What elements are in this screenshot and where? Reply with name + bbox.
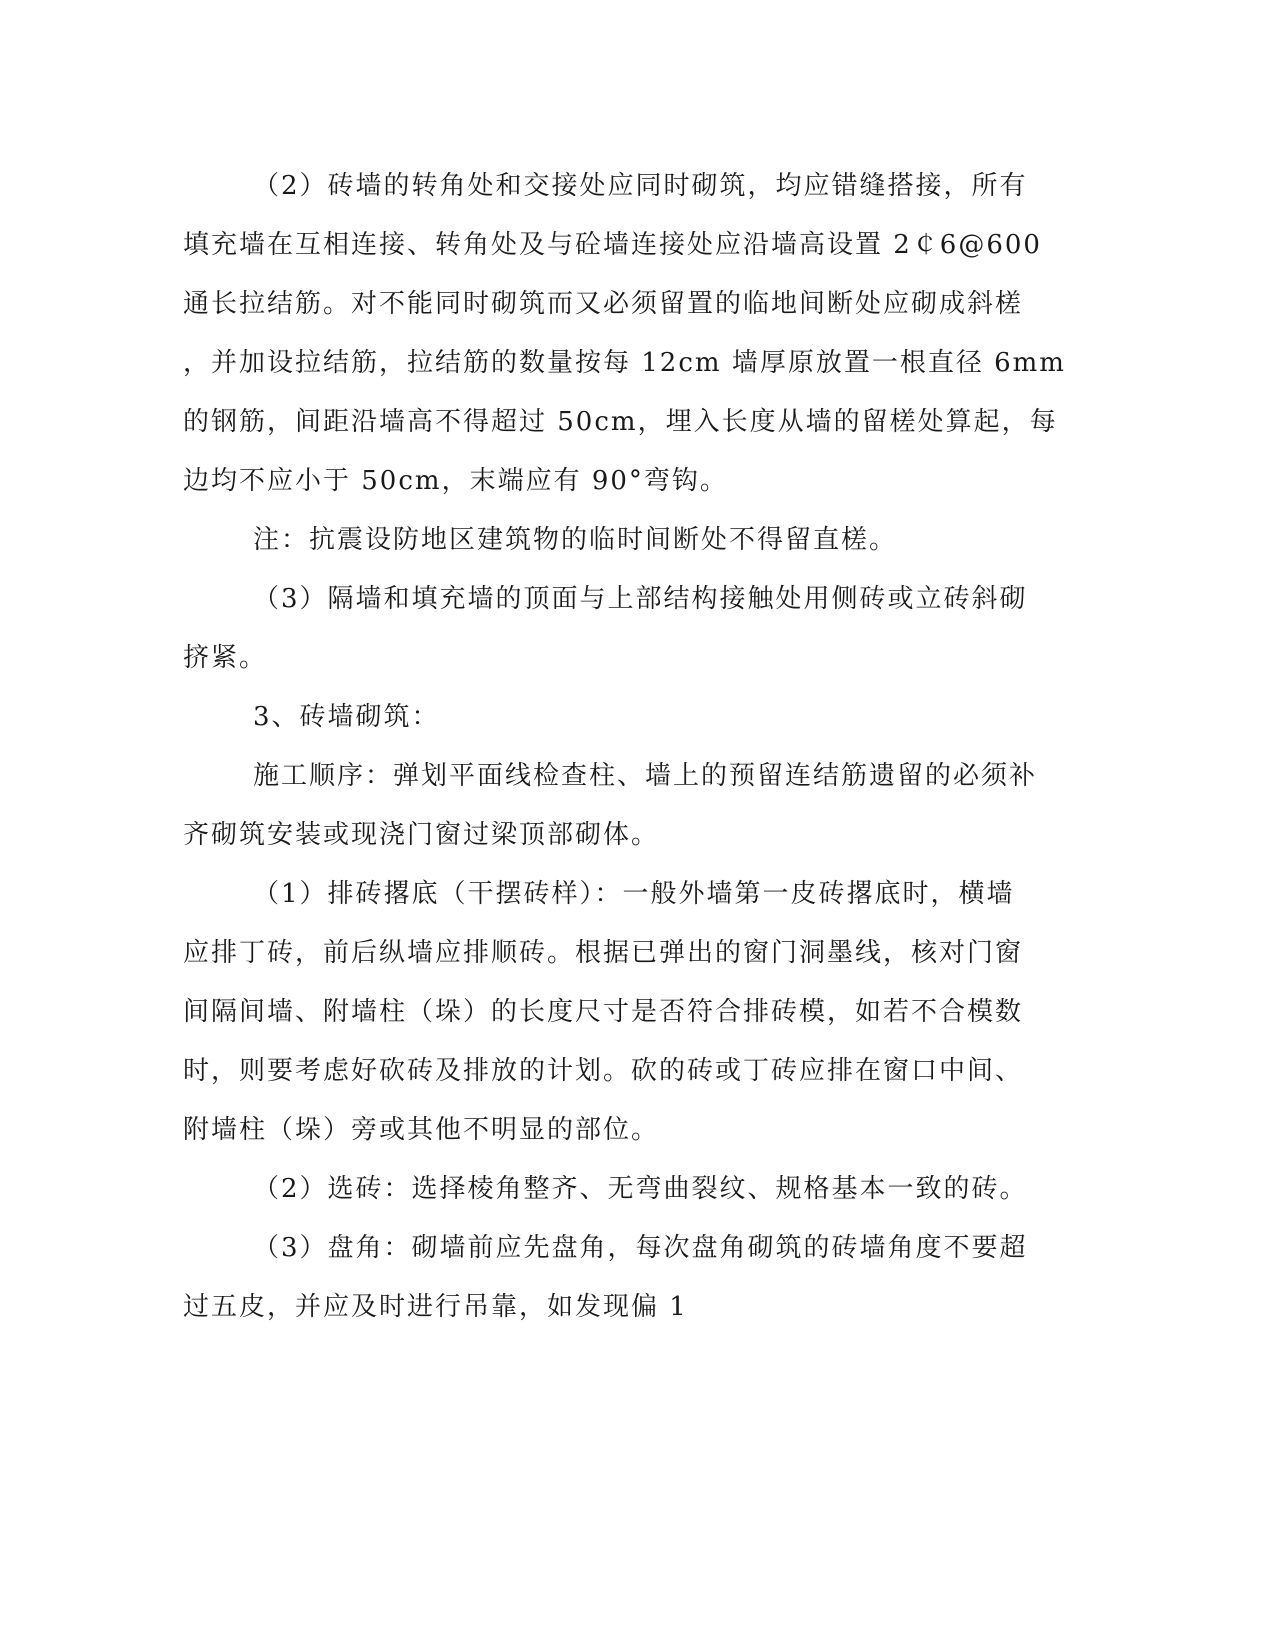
- document-body: [183, 157, 1066, 1337]
- text-line: 附墙柱（垛）旁或其他不明显的部位。: [183, 1115, 660, 1145]
- text-line: 施工顺序：弹划平面线检查柱、墙上的预留连结筋遗留的必须补: [253, 761, 1038, 791]
- text-line: （1）排砖撂底（干摆砖样）：一般外墙第一皮砖撂底时，横墙: [253, 879, 1015, 909]
- text-line: 通长拉结筋。对不能同时砌筑而又必须留置的临地间断处应砌成斜槎: [183, 289, 1024, 319]
- paragraph-corner-bonding: [183, 157, 1066, 511]
- paragraph-brick-layout: [183, 865, 1043, 1160]
- text-line: 时，则要考虑好砍砖及排放的计划。砍的砖或丁砖应排在窗口中间、: [183, 1056, 1024, 1086]
- section-heading-brick-wall: [183, 688, 1043, 747]
- text-line: 挤紧。: [183, 643, 268, 673]
- text-line: ，并加设拉结筋，拉结筋的数量按每 12cm 墙厚原放置一根直径 6mm: [183, 348, 1066, 378]
- paragraph-seismic-note: [183, 511, 1043, 570]
- text-line: 注：抗震设防地区建筑物的临时间断处不得留直槎。: [253, 525, 898, 555]
- text-line: 应排丁砖，前后纵墙应排顺砖。根据已弹出的窗门洞墨线，核对门窗: [183, 938, 1024, 968]
- text-line: 过五皮，并应及时进行吊靠，如发现偏 1: [183, 1292, 688, 1322]
- text-line: 边均不应小于 50cm，末端应有 90°弯钩。: [183, 466, 728, 496]
- paragraph-brick-selection: [183, 1160, 1043, 1219]
- text-line: （3）盘角：砌墙前应先盘角，每次盘角砌筑的砖墙角度不要超: [253, 1233, 1028, 1263]
- text-line: 的钢筋，间距沿墙高不得超过 50cm，埋入长度从墙的留槎处算起，每: [183, 407, 1058, 437]
- text-line: 填充墙在互相连接、转角处及与砼墙连接处应沿墙高设置 2￠6@600: [183, 230, 1042, 260]
- paragraph-corner-building: [183, 1219, 1043, 1337]
- paragraph-partition-top: [183, 570, 1043, 688]
- text-line: （2）选砖：选择棱角整齐、无弯曲裂纹、规格基本一致的砖。: [253, 1174, 1028, 1204]
- text-line: 3、砖墙砌筑：: [253, 702, 440, 732]
- text-line: 间隔间墙、附墙柱（垛）的长度尺寸是否符合排砖模，如若不合模数: [183, 997, 1024, 1027]
- text-line: 齐砌筑安装或现浇门窗过梁顶部砌体。: [183, 820, 660, 850]
- text-line: （2）砖墙的转角处和交接处应同时砌筑，均应错缝搭接，所有: [253, 171, 1028, 201]
- paragraph-construction-sequence: [183, 747, 1043, 865]
- text-line: （3）隔墙和填充墙的顶面与上部结构接触处用侧砖或立砖斜砌: [253, 584, 1028, 614]
